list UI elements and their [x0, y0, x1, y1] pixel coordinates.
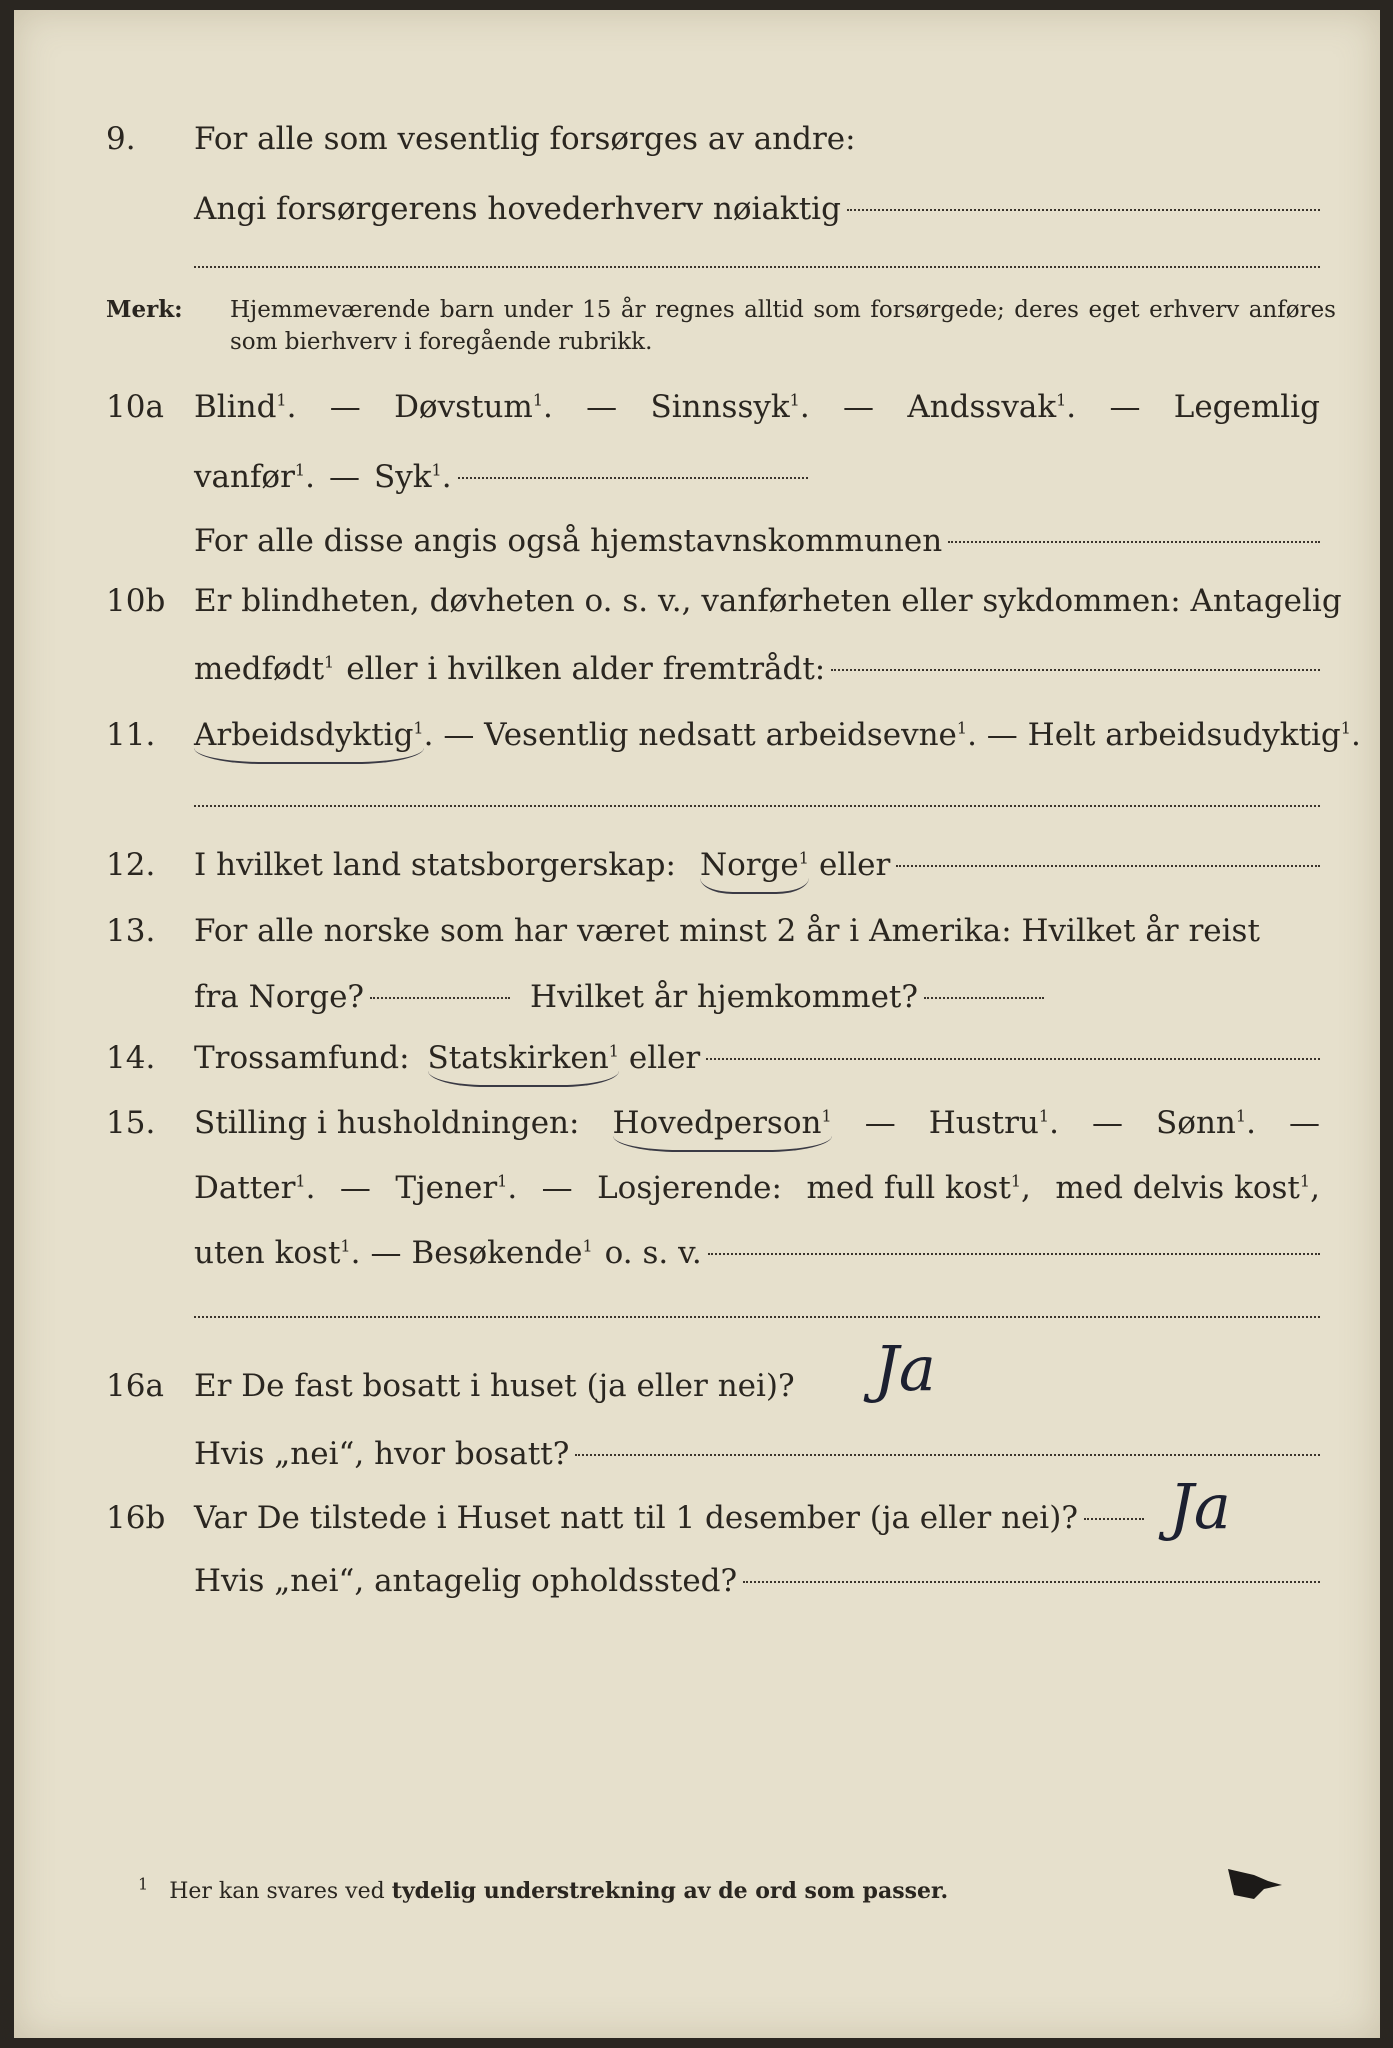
q12-row: 12. I hvilket land statsborgerskap: Norge$^1$ eller — [14, 840, 1380, 890]
q9-answer-field[interactable] — [847, 209, 1320, 211]
option-andssvak[interactable]: Andssvak$^1$. — [907, 389, 1077, 425]
footnote-text: Her kan svares ved — [169, 1879, 385, 1904]
q9-row-2 — [14, 184, 1380, 234]
option-sinnssyk[interactable]: Sinnssyk$^1$. — [650, 389, 810, 425]
q13-reist-field[interactable] — [370, 997, 510, 999]
option-sonn[interactable]: Sønn$^1$. — [1156, 1105, 1256, 1141]
q16b-question: Var De tilstede i Huset natt til 1 desember (ja eller nei)? — [194, 1500, 1078, 1536]
q11-row — [14, 710, 1380, 760]
q13-reist-label: fra Norge? — [194, 979, 365, 1015]
option-losjerende: Losjerende: — [597, 1170, 782, 1206]
q15-row: 15. Stilling i husholdningen: Hovedperson$^1$ — Hustru$^1$. — Sønn$^1$. — — [14, 1098, 1380, 1148]
option-besokende[interactable]: Besøkende$^1$ — [411, 1235, 593, 1271]
q13-row — [14, 906, 1380, 956]
q10a-row-2: vanfør$^1$. — Syk$^1$. — [14, 452, 1380, 502]
q16a-number: 16a — [106, 1368, 164, 1404]
q15-answer-line[interactable] — [194, 1316, 1320, 1318]
q16b-handwritten-answer[interactable]: Ja — [1169, 1470, 1231, 1543]
footnote-mark: 1 — [138, 1874, 149, 1894]
q13-hjemkommet-field[interactable] — [924, 997, 1044, 999]
q14-row: 14. Trossamfund: Statskirken$^1$ eller — [14, 1033, 1380, 1083]
q15-row-3: uten kost$^1$. — Besøkende$^1$ o. s. v. — [14, 1228, 1380, 1278]
q10a-syk-field[interactable] — [458, 477, 808, 479]
q14-other-field[interactable] — [706, 1058, 1320, 1060]
q13-number: 13. — [106, 913, 156, 949]
q9-number: 9. — [106, 121, 136, 157]
hjemstavnskommune-field[interactable] — [948, 541, 1320, 543]
option-statskirken[interactable]: Statskirken$^1$ — [428, 1033, 619, 1087]
q12-text: I hvilket land statsborgerskap: — [194, 847, 676, 883]
merk-label: Merk: — [106, 296, 183, 323]
option-vanfor[interactable]: vanfør$^1$. — [194, 459, 315, 495]
q15-number: 15. — [106, 1105, 156, 1141]
option-medfodt[interactable]: medfødt$^1$ — [194, 651, 335, 687]
option-legemlig[interactable]: Legemlig — [1173, 389, 1320, 425]
option-nedsatt[interactable]: . — Vesentlig nedsatt arbeidsevne$^1$ — [423, 717, 968, 753]
q10a-number: 10a — [106, 389, 164, 425]
q10a-row-3 — [14, 516, 1380, 566]
q12-number: 12. — [106, 847, 156, 883]
q13-text: For alle norske som har været minst 2 år i Amerika: Hvilket år reist — [194, 913, 1260, 949]
option-tjener[interactable]: Tjener$^1$. — [395, 1170, 518, 1206]
q9-hovederhverv-label: Angi forsørgerens hovederhverv nøiaktig — [194, 191, 841, 227]
q9-row — [14, 114, 1380, 164]
q10b-row — [14, 576, 1380, 626]
q16a-bosatt-field[interactable] — [575, 1454, 1320, 1456]
q10a-row: 10a Blind$^1$. — Døvstum$^1$. — Sinnssyk$^1$. — Andssvak$^1$. — Legemlig — [14, 382, 1380, 432]
q15-label: Stilling i husholdningen: — [194, 1105, 580, 1141]
q11-number: 11. — [106, 717, 156, 753]
q10b-number: 10b — [106, 583, 166, 619]
option-hustru[interactable]: Hustru$^1$. — [928, 1105, 1059, 1141]
option-datter[interactable]: Datter$^1$. — [194, 1170, 316, 1206]
q16b-opholdssted-label: Hvis „nei“, antagelig opholdssted? — [194, 1563, 738, 1599]
q14-number: 14. — [106, 1040, 156, 1076]
q16a-question: Er De fast bosatt i huset (ja eller nei)? — [194, 1368, 795, 1404]
option-syk[interactable]: Syk$^1$. — [373, 459, 452, 495]
q12-other-country-field[interactable] — [896, 865, 1320, 867]
option-blind[interactable]: Blind$^1$. — [194, 389, 297, 425]
q13-row-2 — [14, 972, 1380, 1022]
footnote-bold-text: tydelig understrekning av de ord som passer. — [391, 1878, 949, 1904]
q11-answer-line[interactable] — [194, 805, 1320, 807]
option-arbeidsudyktig[interactable]: . — Helt arbeidsudyktig$^1$. — [967, 717, 1361, 753]
q16a-handwritten-answer[interactable]: Ja — [874, 1332, 936, 1405]
q15-row-2: Datter$^1$. — Tjener$^1$. — Losjerende: med full kost$^1$, med delvis kost$^1$, — [14, 1163, 1380, 1213]
q16a-row — [14, 1361, 1380, 1411]
q16b-number: 16b — [106, 1500, 166, 1536]
ink-smudge — [1224, 1865, 1284, 1903]
merk-text: Hjemmeværende barn under 15 år regnes alltid som forsørgede; deres eget erhverv anføres som bierhverv i foregående rubrikk. — [230, 297, 1336, 355]
q10b-text: Er blindheten, døvheten o. s. v., vanførheten eller sykdommen: Antagelig — [194, 583, 1342, 619]
q15-other-field[interactable] — [708, 1253, 1320, 1255]
option-uten-kost[interactable]: uten kost$^1$. — [194, 1235, 361, 1271]
q16b-row-2 — [14, 1556, 1380, 1606]
q13-hjemkommet-label: Hvilket år hjemkommet? — [530, 979, 919, 1015]
q16a-bosatt-label: Hvis „nei“, hvor bosatt? — [194, 1436, 570, 1472]
option-arbeidsdyktig[interactable]: Arbeidsdyktig$^1$ — [194, 710, 424, 764]
q9-text: For alle som vesentlig forsørges av andre: — [194, 121, 856, 157]
option-hovedperson[interactable]: Hovedperson$^1$ — [613, 1098, 832, 1152]
hjemstavnskommune-label: For alle disse angis også hjemstavnskommunen — [194, 523, 943, 559]
q14-text: Trossamfund: — [194, 1040, 410, 1076]
q16b-opholdssted-field[interactable] — [743, 1581, 1320, 1583]
option-dovstum[interactable]: Døvstum$^1$. — [394, 389, 553, 425]
q10b-alder-label: eller i hvilken alder fremtrådt: — [346, 651, 826, 687]
q10b-alder-field[interactable] — [831, 669, 1320, 671]
census-form-page — [14, 10, 1380, 2038]
option-med-delvis-kost[interactable]: med delvis kost$^1$, — [1055, 1170, 1320, 1206]
q10b-row-2 — [14, 644, 1380, 694]
option-norge[interactable]: Norge$^1$ — [700, 840, 809, 894]
footnote — [138, 1874, 949, 1904]
q9-answer-line-2[interactable] — [194, 266, 1320, 268]
option-med-full-kost[interactable]: med full kost$^1$, — [806, 1170, 1031, 1206]
